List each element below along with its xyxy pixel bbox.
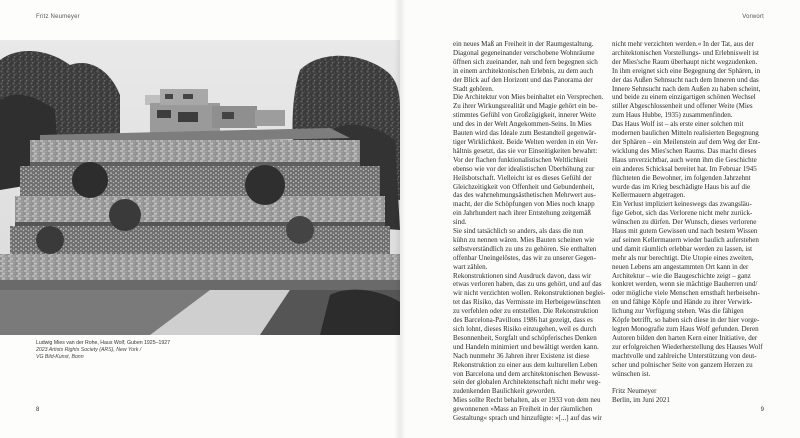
text-line: zum Haus Hubbe, 1935) zusammenfinden. <box>612 111 733 120</box>
text-line: Gestaltung« sprach und hinzufügte: »[...] auf das wir <box>453 414 602 423</box>
text-line: und damit räumlich erlebbar werden zu lassen, ist <box>612 244 753 253</box>
text-line: etwas verloren haben, das zu uns gehört, und auf das <box>453 280 602 289</box>
text-line: Mies sollte Recht behalten, als er 1933 von dem neu <box>453 396 601 405</box>
text-line: sein der globalen Architektenschaft nicht mehr weg- <box>453 378 601 387</box>
text-line: modernen baulichen Mitteln realisierten Begegnung <box>612 129 759 138</box>
photo-image <box>0 40 400 335</box>
text-line: oder mögliche viele Menschen ernsthaft herbeisehn- <box>612 289 760 298</box>
text-line: Haus mit gutem Gewissen und nach bestem Wissen <box>612 227 758 236</box>
text-line: kühn zu nennen wären. Mies Bauten scheinen wie <box>453 235 595 244</box>
text-line: macht, der die Schöpfungen von Mies noch knapp <box>453 200 595 209</box>
text-line: Diagonal gegeneinander verschobene Wohnräume <box>453 48 595 57</box>
text-line: wart zählen. <box>453 262 488 271</box>
text-line: ebenso wie vor der idealistischen Überhöhung zur <box>453 164 595 173</box>
haus-wolf-photograph <box>0 40 400 335</box>
book-gutter <box>394 0 406 438</box>
text-line: nicht mehr verzichten werden.« In der Tat, aus der <box>612 40 754 48</box>
text-line: neuen Lebens am angestammten Ort kann in der <box>612 262 749 271</box>
text-line: Bauten wird das Ideale zum Bestandteil gegenwär- <box>453 129 597 138</box>
text-line: wicklung des Mies'schen Raums. Das macht dieses <box>612 146 757 155</box>
text-column-1 <box>453 40 628 423</box>
text-line: der Blick auf den Horizont und das Panorama der <box>453 75 593 84</box>
text-column-2 <box>612 40 787 405</box>
text-line: Heilsbotschaft. Vielleicht ist es dieses Gefühl der <box>453 173 592 182</box>
text-line: Ein Verlust impliziert keineswegs das zwangsläu- <box>612 200 752 209</box>
text-line: sich lohnt, dieses Risiko einzugehen, weil es durch <box>453 325 597 333</box>
text-line: Gleichzeitigkeit von Offenheit und Gebundenheit, <box>453 182 595 191</box>
text-line: scher und polnischer Seite von ganzem Herzen zu <box>612 360 753 369</box>
photo-caption <box>36 340 256 361</box>
text-line: ein Jahrhundert nach ihrer Entstehung zeitgemäß <box>453 209 591 218</box>
text-line: Innere Sehnsucht nach dem Außen zu haben scheint, <box>612 84 761 93</box>
text-line: Rekonstruktionen sind Ausdruck davon, dass wir <box>453 271 592 280</box>
text-line: wünschen ist. <box>612 369 651 378</box>
text-line: zu verfehlen oder zu entstellen. Die Rekonstruktion <box>453 307 599 316</box>
page-number-left: 8 <box>36 407 40 413</box>
text-line: flüchteten die Bewohner, im folgenden Jahrzehnt <box>612 173 751 182</box>
text-line: zur erfolgreichen Wiederherstellung des Hauses Wolf <box>612 342 763 351</box>
text-line: ein anderes Schicksal bereitet hat. Im Februar 1945 <box>612 164 757 173</box>
text-line: hältnis gesetzt, das sie vor Einseitigkeiten bewahrt: <box>453 146 598 155</box>
text-line: wurde das im Krieg beschädigte Haus bis auf die <box>612 182 751 191</box>
text-line: zudenkenden Baulichkeit geworden. <box>453 387 556 396</box>
text-line: wir nicht verzichten wollen. Rekonstruktionen beglei- <box>453 289 606 298</box>
text-line: selbstverständlich zu uns zu gehören. Sie enthalten <box>453 244 597 253</box>
signature-name: Fritz Neumeyer <box>612 387 657 396</box>
caption-credit-2: VG Bild-Kunst, Bonn <box>36 354 84 360</box>
text-line: Zu ihrer Wirkungsrealität und Magie gehört ein be- <box>453 102 598 111</box>
text-line: Architektur – wie die Baugeschichte zeigt – ganz <box>612 271 751 280</box>
text-line: und Handeln minimiert und bewältigt werden kann. <box>453 342 599 351</box>
caption-credit: 2023 Artists Rights Society (ARS), New York / <box>36 347 142 353</box>
text-line: Sie sind tatsächlich so anders, als dass die nun <box>453 227 584 236</box>
text-line: stimmtes Gefühl von Großzügigkeit, innerer Weite <box>453 111 596 120</box>
text-line: mehr als nur berechtigt. Die Utopie eines zweiten, <box>612 253 754 262</box>
text-line: Die Architektur von Mies beinhaltet ein Versprechen. <box>453 93 604 102</box>
text-line: In ihm ereignet sich eine Begegnung der Sphären, in <box>612 66 761 75</box>
signature-place-date: Berlin, im Juni 2021 <box>612 396 670 405</box>
text-line: und des in der Welt Angekommen-Seins. In Mies <box>453 120 592 129</box>
text-line: wünschen zu dürfen. Der Wunsch, dieses verlorene <box>612 218 757 227</box>
text-line: gewonnenen »Mass an Freiheit in der räumlichen <box>453 405 593 414</box>
text-line: konkret werden, wenn sie mächtige Bauherren und/ <box>612 280 758 289</box>
text-line: tet das Risiko, das Vermisste im Herbeigewünschten <box>453 298 601 307</box>
page-number-right: 9 <box>760 407 764 413</box>
text-line: Das Haus Wolf ist – als erste einer solchen mit <box>612 120 744 129</box>
text-line: und beide zu einem einzigartigen schönen Wechsel <box>612 93 756 102</box>
text-line: fige Gebot, sich das Verlorene nicht mehr zurück- <box>612 209 753 218</box>
text-line: von Barcelona und dem architektonischen Bewusst- <box>453 369 600 378</box>
text-line: ein neues Maß an Freiheit in der Raumgestaltung. <box>453 40 594 48</box>
text-line: lichung zur Verfügung stehen. Was die fähigen <box>612 307 744 316</box>
text-line: Nach nunmehr 36 Jahren ihrer Existenz ist diese <box>453 351 590 360</box>
text-line: offenbar Uneingelöstes, das wir zu unserer Gegen- <box>453 253 596 262</box>
text-line: Haus unverzichtbar, auch wenn ihm die Geschichte <box>612 155 757 164</box>
text-line: Rekonstruktion zu einer aus dem kulturellen Leben <box>453 360 598 369</box>
text-line: öffnen sich zueinander, nah und fern begegnen sich <box>453 57 598 66</box>
text-line: legten Monografie zum Haus Wolf gefunden. Deren <box>612 325 759 333</box>
text-line: Köpfe betrifft, so haben sich diese in der hier vorge- <box>612 316 760 325</box>
text-line: auf seinen Kellermauern wieder baulich auferstehen <box>612 235 759 244</box>
text-line: der das Außen Sehnsucht nach dem Inneren und das <box>612 75 759 84</box>
text-line: in einem architektonischen Erlebnis, zu dem auch <box>453 66 594 75</box>
text-line: architektonischen Vorstellungs- und Erlebniswelt ist <box>612 48 759 57</box>
text-line: tiger Wirklichkeit. Beide Welten werden in ein Ver- <box>453 137 598 146</box>
text-line: en und fähige Köpfe und Hände zu ihrer Verwirk- <box>612 298 753 307</box>
text-line: stiller Abgeschlossenheit und offener Weite (Mies <box>612 102 753 111</box>
text-line: machtvolle und zahlreiche Unterstützung von deut- <box>612 351 757 360</box>
running-head-author: Fritz Neumeyer <box>36 14 80 20</box>
text-line: Stadt gehören. <box>453 84 494 93</box>
text-line: des Barcelona-Pavillons 1986 hat gezeigt, dass es <box>453 316 593 325</box>
text-line: Besonnenheit, Sorgfalt und schöpferisches Denken <box>453 333 597 342</box>
text-line: sind. <box>453 218 467 227</box>
text-line: Autoren bilden den harten Kern einer Initiative, der <box>612 333 758 342</box>
text-line: Vor der flachen funktionalistischen Weltlichkeit <box>453 155 588 164</box>
text-line: der Sphären – ein Meilenstein auf dem Weg der Ent- <box>612 137 761 146</box>
text-line: Kellermauern abgetragen. <box>612 191 686 200</box>
text-line: das des wahrnehmungsästhetischen Mehrwert aus- <box>453 191 596 200</box>
text-line: der Mies'sche Raum überhaupt nicht wegzudenken. <box>612 57 758 66</box>
caption-title: Ludwig Mies van der Rohe, Haus Wolf, Guben 1925–1927 <box>36 340 170 346</box>
running-head-section: Vorwort <box>742 14 764 20</box>
